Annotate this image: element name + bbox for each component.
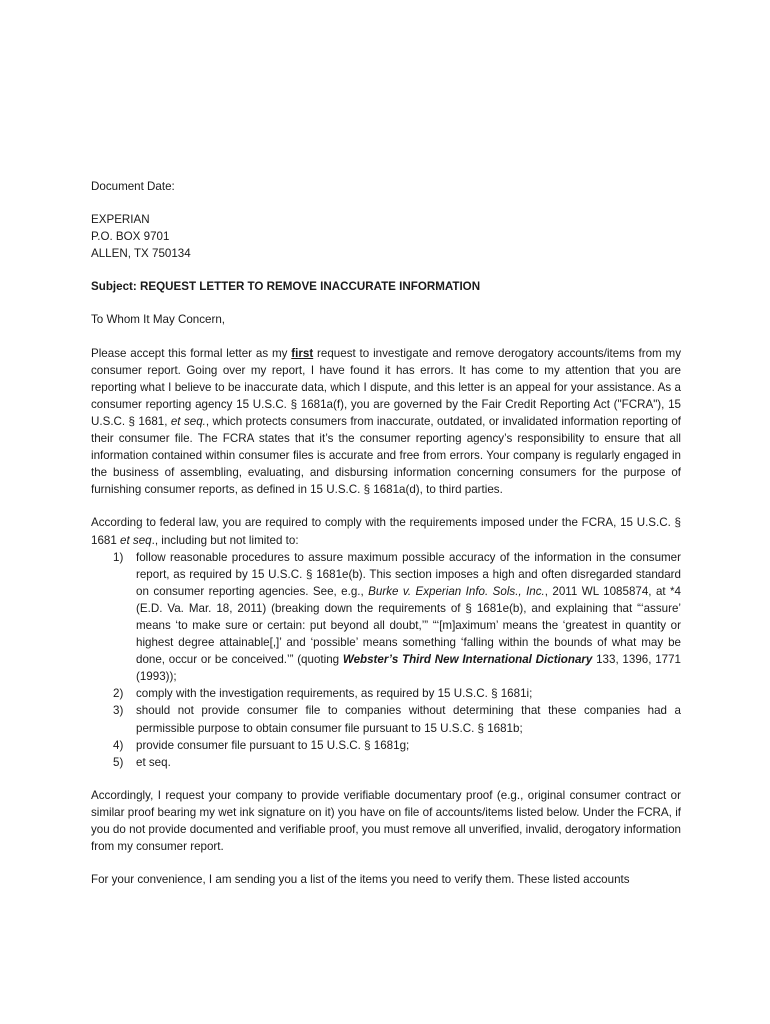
paragraph-intro xyxy=(91,345,681,499)
req-text: provide consumer file pursuant to 15 U.S.C. § 1681g; xyxy=(136,738,410,752)
req1-text-c: 133, 1396, 1771 (1993)); xyxy=(136,653,681,684)
case-citation: Burke v. Experian Info. Sols., Inc. xyxy=(368,584,545,598)
requirement-item xyxy=(91,737,681,754)
list-number: 3) xyxy=(113,704,124,718)
requirements-list xyxy=(91,549,681,771)
list-number: 2) xyxy=(113,687,124,701)
address-line-2: P.O. BOX 9701 xyxy=(91,230,170,244)
subject-line xyxy=(91,278,681,295)
para2-text-a: According to federal law, you are required to comply with the requirements imposed under the FCRA, 15 U.S.C. § 1681 xyxy=(91,516,681,547)
list-number: 1) xyxy=(113,550,124,564)
requirement-item xyxy=(91,702,681,736)
para1-text-a: Please accept this formal letter as my xyxy=(91,346,292,360)
req-text: should not provide consumer file to companies without determining that these companies had a permissible purpose to obtain consumer file pursuant to 15 U.S.C. § 1681b; xyxy=(136,704,681,735)
subject-text: REQUEST LETTER TO REMOVE INACCURATE INFORMATION xyxy=(139,280,481,294)
letter-body xyxy=(91,178,681,888)
req1-text-b: , 2011 WL 1085874, at *4 (E.D. Va. Mar. 18, 2011) (breaking down the requirements of § 1681e(b), and explaining that “‘assure’ means ‘to make sure or certain: put beyond all doubt,’” “‘[m]aximum’ means the ‘greatest in quantity or highest degree attainable[,]’ and ‘possible’ means something ‘falling within the bounds of what may be done, occur or be conceived.’” (quoting xyxy=(136,584,681,667)
para1-text-c: , which protects consumers from inaccurate, outdated, or invalidated information reporting of their consumer file. The FCRA states that it’s the consumer reporting agency’s responsibility to ensure that all information contained within consumer files is accurate and free from errors. Your company is regularly engaged in the business of assembling, evaluating, and disbursing information concerning consumers for the purpose of furnishing consumer reports, as defined in 15 U.S.C. § 1681a(d), to third parties. xyxy=(91,414,681,497)
requirement-item xyxy=(91,549,681,686)
req1-text-a: follow reasonable procedures to assure maximum possible accuracy of the information in the consumer report, as required by 15 U.S.C. § 1681e(b). This section imposes a high and often disregarded standard on consumer reporting agencies. See, e.g., xyxy=(136,550,681,598)
para1-et-seq: et seq. xyxy=(170,414,206,428)
paragraph-request-proof: Accordingly, I request your company to provide verifiable documentary proof (e.g., original consumer contract or similar proof bearing my wet ink signature on it) you have on file of accounts/items listed below. Under the FCRA, if you do not provide documented and verifiable proof, you must remove all unverified, invalid, derogatory information from my consumer report. xyxy=(91,788,681,854)
req-text: comply with the investigation requirements, as required by 15 U.S.C. § 1681i; xyxy=(136,687,533,701)
para2-et-seq: et seq xyxy=(120,533,152,547)
first-emphasis: first xyxy=(291,346,314,360)
para2-text-b: ., including but not limited to: xyxy=(151,533,299,547)
recipient-address xyxy=(91,211,681,262)
req-text: et seq. xyxy=(136,755,171,769)
salutation: To Whom It May Concern, xyxy=(91,313,226,327)
requirement-item xyxy=(91,754,681,771)
requirement-item xyxy=(91,685,681,702)
list-number: 5) xyxy=(113,755,124,769)
paragraph-items-list: For your convenience, I am sending you a list of the items you need to verify them. These listed accounts xyxy=(91,873,630,887)
document-date-label: Document Date: xyxy=(91,180,175,193)
address-line-3: ALLEN, TX 750134 xyxy=(91,247,191,261)
paragraph-federal-law xyxy=(91,514,681,548)
dictionary-citation: Webster’s Third New International Dictionary xyxy=(342,653,593,667)
para1-text-b: request to investigate and remove derogatory accounts/items from my consumer report. Going over my report, I have found it has errors. It has come to my attention that you are reporting what I believe to be inaccurate data, which I dispute, and this letter is an appeal for your assistance. As a consumer reporting agency 15 U.S.C. § 1681a(f), you are governed by the Fair Credit Reporting Act ("FCRA"), 15 U.S.C. § 1681, xyxy=(91,346,681,428)
list-number: 4) xyxy=(113,738,124,752)
subject-label: Subject: xyxy=(91,280,137,294)
address-line-1: EXPERIAN xyxy=(91,213,150,227)
